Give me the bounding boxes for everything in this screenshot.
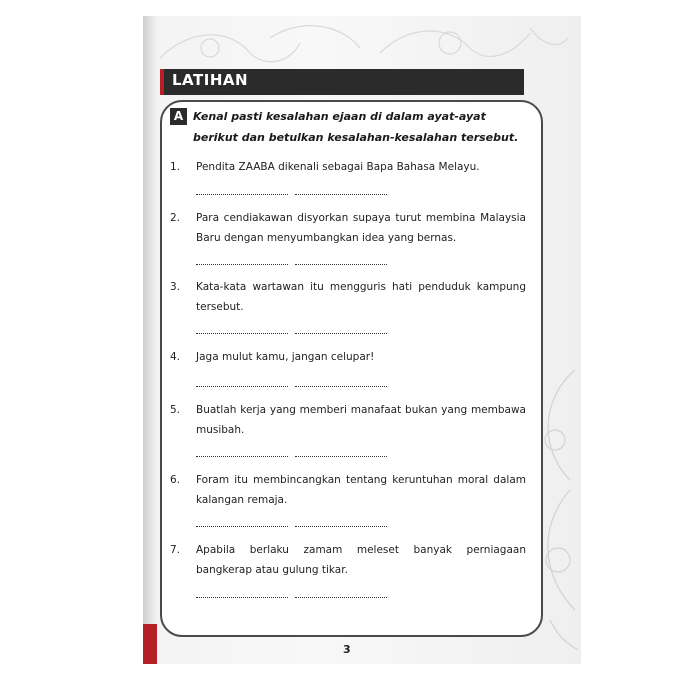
question-number: 7. [170, 544, 181, 556]
question-number: 5. [170, 404, 181, 416]
answer-line[interactable] [295, 526, 387, 527]
question-text: Kata-kata wartawan itu mengguris hati penduduk kampung tersebut. [196, 281, 526, 313]
section-title: LATIHAN [172, 71, 249, 89]
answer-line[interactable] [295, 597, 387, 598]
question-number: 3. [170, 281, 181, 293]
answer-line[interactable] [196, 526, 288, 527]
answer-line[interactable] [196, 456, 288, 457]
question-text: Buatlah kerja yang memberi manafaat bukan yang membawa musibah. [196, 404, 526, 436]
page-bottom-margin [143, 664, 581, 688]
answer-line[interactable] [295, 194, 387, 195]
section-label-badge: A [170, 108, 187, 125]
answer-line[interactable] [196, 333, 288, 334]
spine-shadow [143, 16, 157, 688]
red-edge-strip [143, 624, 157, 664]
section-banner-ext [500, 69, 520, 95]
page-number: 3 [343, 643, 351, 656]
answer-line[interactable] [196, 597, 288, 598]
answer-line[interactable] [196, 194, 288, 195]
question-number: 2. [170, 212, 181, 224]
question-number: 1. [170, 161, 181, 173]
question-number: 4. [170, 351, 181, 363]
answer-line[interactable] [295, 264, 387, 265]
answer-line[interactable] [295, 456, 387, 457]
question-text: Pendita ZAABA dikenali sebagai Bapa Bahasa Melayu. [196, 161, 480, 173]
answer-line[interactable] [196, 264, 288, 265]
answer-line[interactable] [295, 386, 387, 387]
question-number: 6. [170, 474, 181, 486]
instruction-text: Kenal pasti kesalahan ejaan di dalam ayat-ayat berikut dan betulkan kesalahan-kesalahan tersebut. [193, 110, 519, 144]
question-text: Para cendiakawan disyorkan supaya turut membina Malaysia Baru dengan menyumbangkan idea yang bernas. [196, 212, 526, 244]
question-text: Apabila berlaku zamam meleset banyak perniagaan bangkerap atau gulung tikar. [196, 544, 526, 576]
answer-line[interactable] [295, 333, 387, 334]
answer-line[interactable] [196, 386, 288, 387]
floral-decoration-top [150, 18, 570, 73]
question-text: Foram itu membincangkan tentang keruntuhan moral dalam kalangan remaja. [196, 474, 526, 506]
question-text: Jaga mulut kamu, jangan celupar! [196, 351, 375, 363]
